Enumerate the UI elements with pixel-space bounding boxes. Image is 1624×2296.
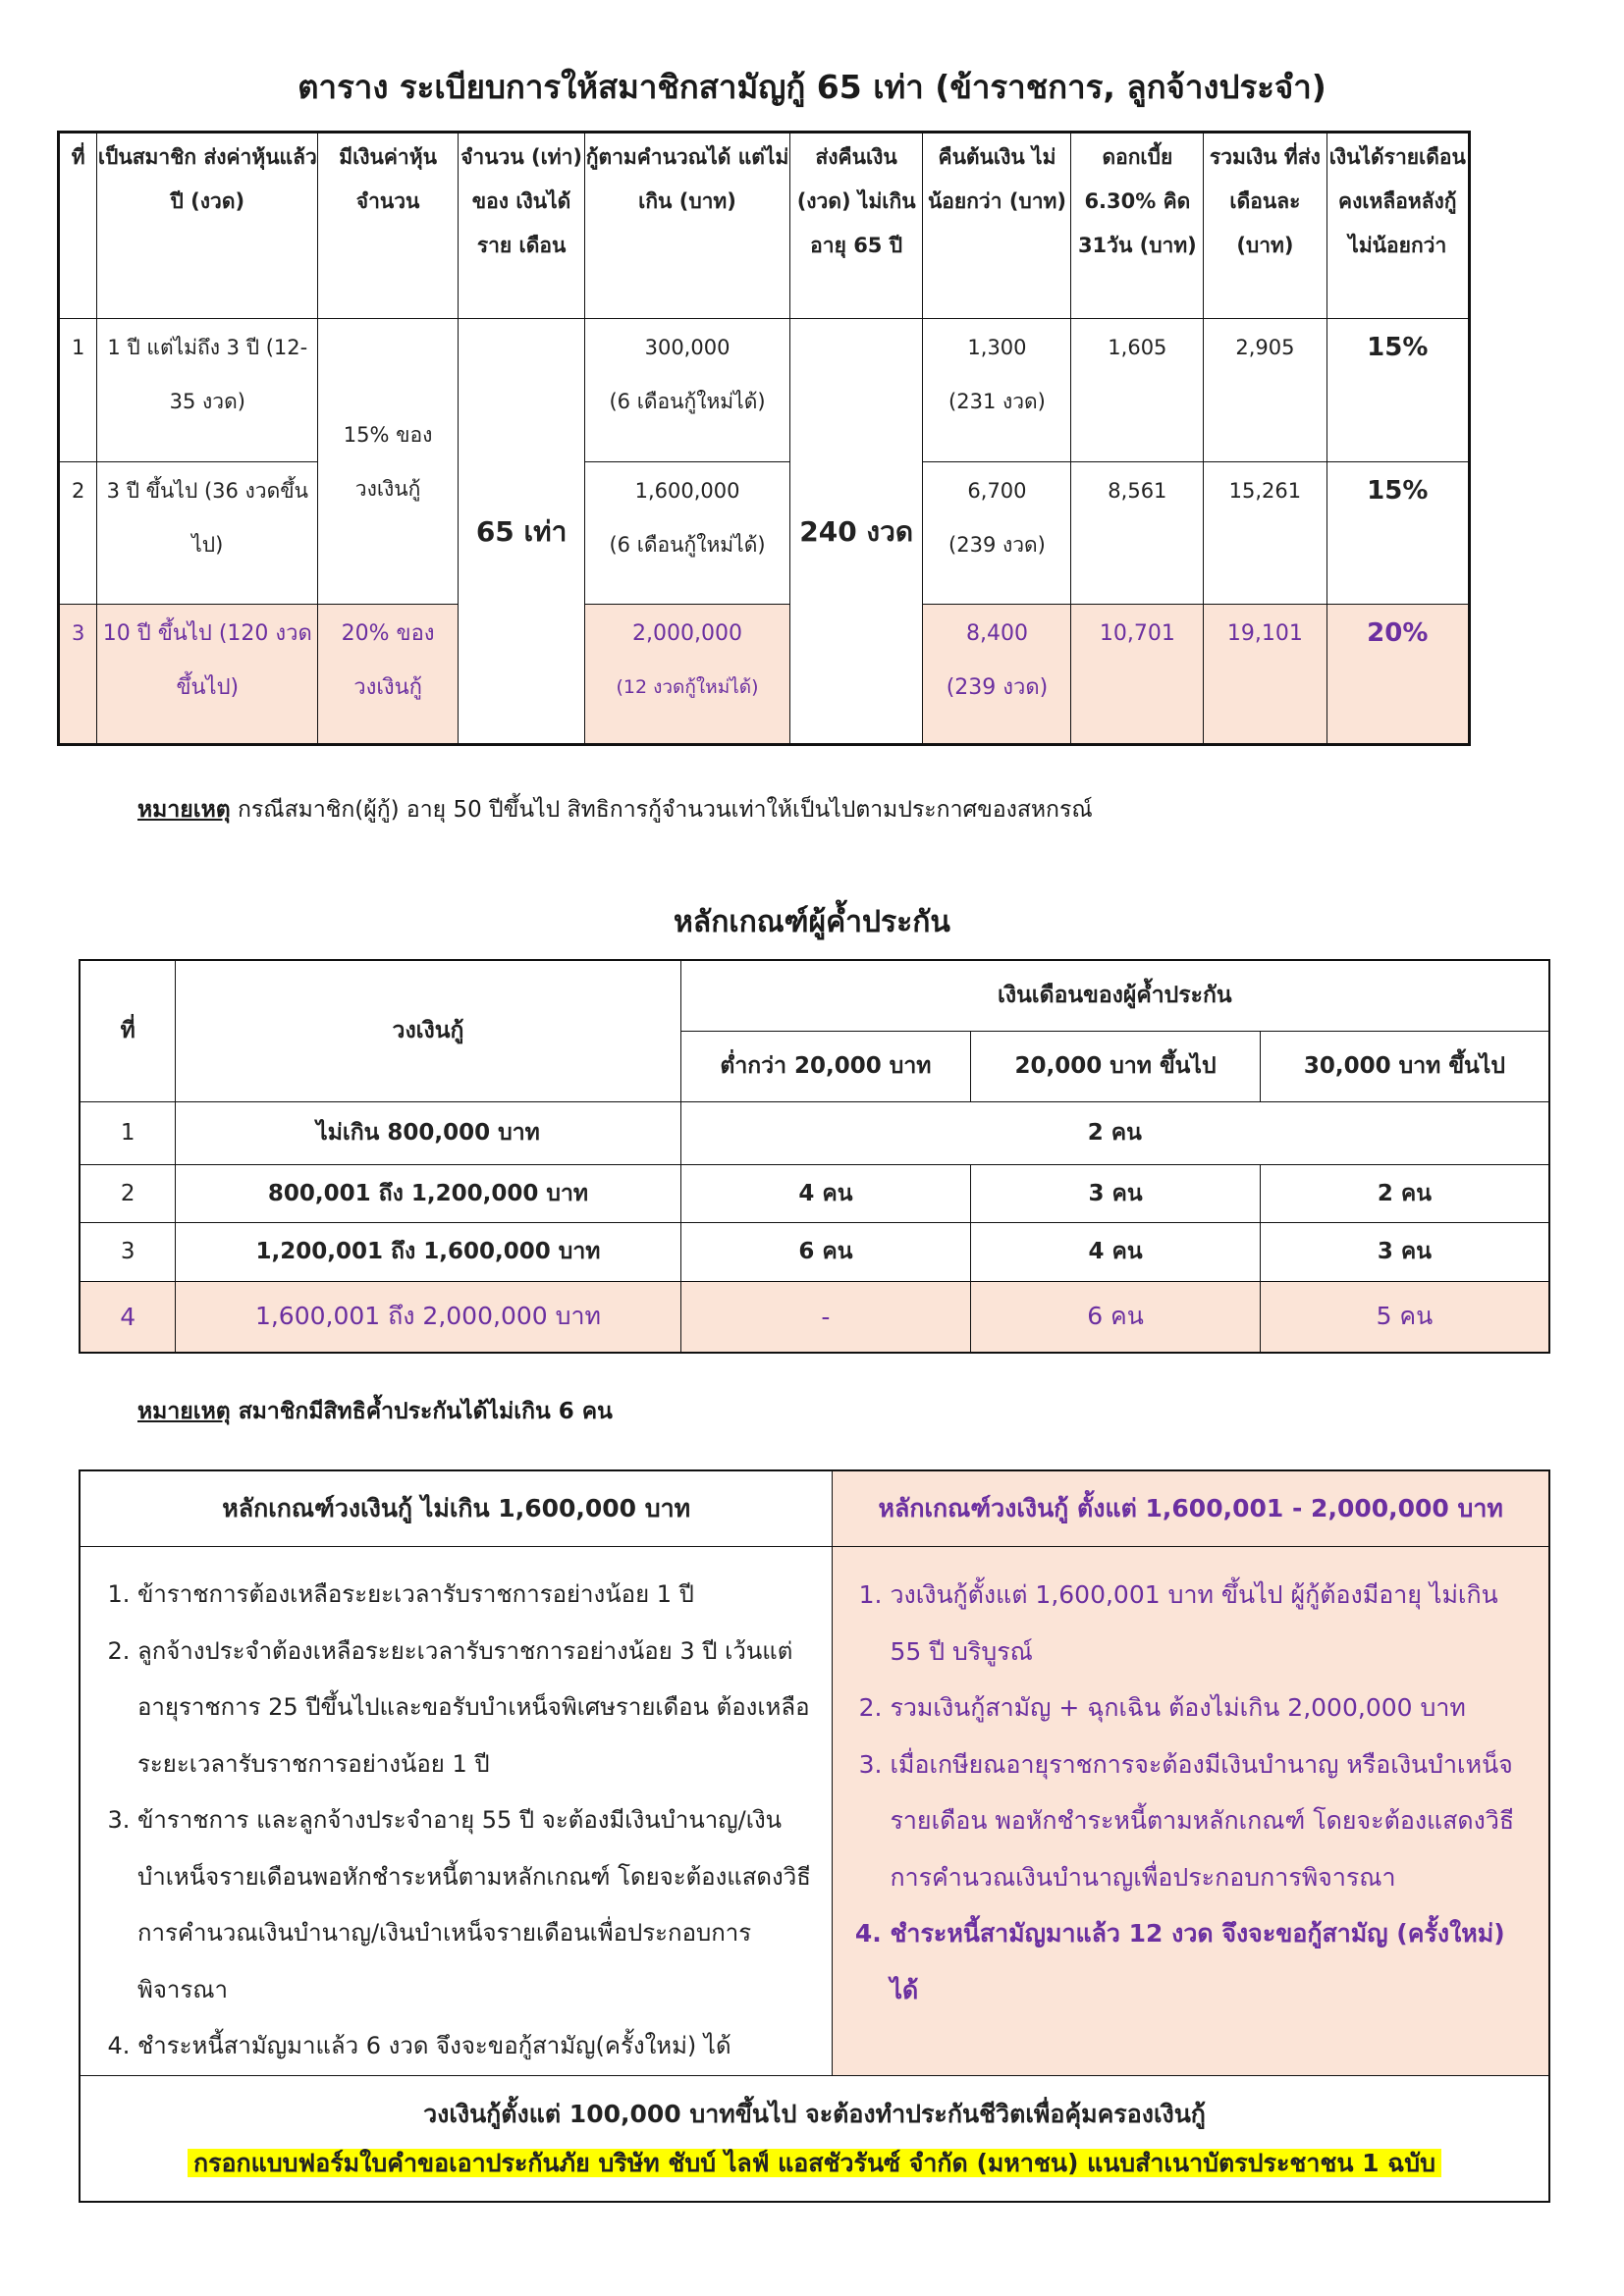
principal-amount: 1,300	[967, 336, 1027, 359]
row-no: 3	[59, 605, 97, 745]
principal	[923, 462, 1071, 605]
criteria-right-title: หลักเกณฑ์วงเงินกู้ ตั้งแต่ 1,600,001 - 2,000,000 บาท	[833, 1470, 1549, 1547]
guarantor-title: หลักเกณฑ์ผู้ค้ำประกัน	[674, 905, 950, 939]
guarantor-count: 4 คน	[680, 1164, 971, 1222]
page-title: ตาราง ระเบียบการให้สมาชิกสามัญกู้ 65 เท่า (ข้าราชการ, ลูกจ้างประจำ)	[298, 68, 1326, 106]
criteria-left-title: หลักเกณฑ์วงเงินกู้ ไม่เกิน 1,600,000 บาท	[80, 1470, 833, 1547]
row-no: 4	[80, 1281, 176, 1353]
table-row	[59, 319, 1470, 462]
header-times: จำนวน (เท่า) ของ เงินได้ราย เดือน	[458, 133, 584, 319]
header-total: รวมเงิน ที่ส่ง เดือนละ (บาท)	[1204, 133, 1326, 319]
table-row	[80, 1164, 1549, 1222]
criteria-header-row	[80, 1470, 1549, 1547]
table-row-highlight	[80, 1281, 1549, 1353]
table-row	[59, 462, 1470, 605]
list-item: 3. ข้าราชการ และลูกจ้างประจำอายุ 55 ปี จะต้องมีเงินบำนาญ/เงินบำเหน็จรายเดือนพอหักชำระหนี้ตามหลักเกณฑ์ โดยจะต้องแสดงวิธีการคำนวณเงินบำนาญ/เงินบำเหน็จรายเดือนเพื่อประกอบการพิจารณา	[137, 1792, 818, 2018]
header-installments: ส่งคืนเงิน (งวด) ไม่เกิน อายุ 65 ปี	[789, 133, 923, 319]
table-row	[80, 1101, 1549, 1164]
member-period: 1 ปี แต่ไม่ถึง 3 ปี (12-35 งวด)	[97, 319, 318, 462]
loan-amount: 2,000,000	[632, 621, 742, 646]
guarantor-count: 3 คน	[1260, 1222, 1549, 1281]
list-item: 1. วงเงินกู้ตั้งแต่ 1,600,001 บาท ขึ้นไป ผู้กู้ต้องมีอายุ ไม่เกิน 55 ปี บริบูรณ์	[890, 1567, 1535, 1680]
loan-amount: 1,600,000	[634, 479, 740, 503]
list-item: 4. ชำระหนี้สามัญมาแล้ว 6 งวด จึงจะขอกู้สามัญ(ครั้งใหม่) ได้	[137, 2018, 818, 2075]
total-payment: 15,261	[1204, 462, 1326, 605]
member-period: 10 ปี ขึ้นไป (120 งวดขึ้นไป)	[97, 605, 318, 745]
criteria-right-list	[833, 1547, 1549, 2076]
header-share: มีเงินค่าหุ้น จำนวน	[318, 133, 459, 319]
loan-criteria-table	[79, 1469, 1550, 2203]
loan-limit	[585, 462, 790, 605]
loan-limit	[585, 319, 790, 462]
interest: 8,561	[1071, 462, 1204, 605]
note-text: กรณีสมาชิก(ผู้กู้) อายุ 50 ปีขึ้นไป สิทธิการกู้จำนวนเท่าให้เป็นไปตามประกาศของสหกรณ์	[230, 797, 1093, 823]
remaining-income: 15%	[1326, 319, 1469, 462]
principal-note: (239 งวด)	[946, 675, 1049, 700]
table-row	[80, 1222, 1549, 1281]
list-item: 1. ข้าราชการต้องเหลือระยะเวลารับราชการอย่างน้อย 1 ปี	[137, 1567, 818, 1624]
guarantor-count: 4 คน	[971, 1222, 1261, 1281]
list-item: 4. ชำระหนี้สามัญมาแล้ว 12 งวด จึงจะขอกู้สามัญ (ครั้งใหม่) ได้	[890, 1905, 1535, 2018]
note-label: หมายเหตุ	[137, 797, 231, 823]
guarantor-count: -	[680, 1281, 971, 1353]
insurance-form-instruction: กรอกแบบฟอร์มใบคำขอเอาประกันภัย บริษัท ชับบ์ ไลฟ์ แอสชัวรันซ์ จำกัด (มหาชน) แนบสำเนาบัตรประชาชน 1 ฉบับ	[188, 2149, 1441, 2177]
note-age	[137, 792, 1093, 828]
share-requirement: 20% ของ วงเงินกู้	[318, 605, 459, 745]
loan-note: (12 งวดกู้ใหม่ได้)	[616, 676, 759, 698]
remaining-income: 20%	[1326, 605, 1469, 745]
total-payment: 2,905	[1204, 319, 1326, 462]
header-interest: ดอกเบี้ย 6.30% คิด 31วัน (บาท)	[1071, 133, 1204, 319]
interest: 1,605	[1071, 319, 1204, 462]
header-principal: คืนต้นเงิน ไม่น้อยกว่า (บาท)	[923, 133, 1071, 319]
note-guarantor-limit	[137, 1394, 613, 1429]
criteria-footer-row	[80, 2076, 1549, 2203]
row-no: 3	[80, 1222, 176, 1281]
loan-note: (6 เดือนกู้ใหม่ได้)	[609, 390, 766, 413]
header-no: ที่	[80, 960, 176, 1101]
guarantor-count: 6 คน	[971, 1281, 1261, 1353]
list-item: 2. ลูกจ้างประจำต้องเหลือระยะเวลารับราชการอย่างน้อย 3 ปี เว้นแต่อายุราชการ 25 ปีขึ้นไปและขอรับบำเหน็จพิเศษรายเดือน ต้องเหลือระยะเวลารับราชการอย่างน้อย 1 ปี	[137, 1624, 818, 1793]
loan-limit: 800,001 ถึง 1,200,000 บาท	[176, 1164, 680, 1222]
table-row-highlight	[59, 605, 1470, 745]
criteria-left-list	[80, 1547, 833, 2076]
header-salary-30000-up: 30,000 บาท ขึ้นไป	[1260, 1031, 1549, 1101]
principal-amount: 6,700	[967, 479, 1027, 503]
principal-note: (231 งวด)	[948, 390, 1046, 413]
total-payment: 19,101	[1204, 605, 1326, 745]
installments: 240 งวด	[789, 319, 923, 745]
note-label: หมายเหตุ	[137, 1399, 231, 1424]
guarantor-table	[79, 959, 1550, 1354]
insurance-requirement: วงเงินกู้ตั้งแต่ 100,000 บาทขึ้นไป จะต้องทำประกันชีวิตเพื่อคุ้มครองเงินกู้	[423, 2099, 1206, 2128]
loan-note: (6 เดือนกู้ใหม่ได้)	[609, 533, 766, 557]
loan-limit: 1,200,001 ถึง 1,600,000 บาท	[176, 1222, 680, 1281]
remaining-income: 15%	[1326, 462, 1469, 605]
insurance-note	[80, 2076, 1549, 2203]
guarantor-count: 3 คน	[971, 1164, 1261, 1222]
list-item: 3. เมื่อเกษียณอายุราชการจะต้องมีเงินบำนาญ หรือเงินบำเหน็จรายเดือน พอหักชำระหนี้ตามหลักเกณฑ์ โดยจะต้องแสดงวิธีการคำนวณเงินบำนาญเพื่อประกอบการพิจารณา	[890, 1736, 1535, 1906]
guarantor-count: 2 คน	[680, 1101, 1549, 1164]
header-no: ที่	[59, 133, 97, 319]
header-guarantor-salary: เงินเดือนของผู้ค้ำประกัน	[680, 960, 1549, 1031]
criteria-body-row	[80, 1547, 1549, 2076]
header-loan: กู้ตามคำนวณได้ แต่ไม่เกิน (บาท)	[585, 133, 790, 319]
principal	[923, 319, 1071, 462]
table-header-row	[80, 960, 1549, 1031]
loan-limit	[585, 605, 790, 745]
times-of-salary: 65 เท่า	[458, 319, 584, 745]
loan-limit: 1,600,001 ถึง 2,000,000 บาท	[176, 1281, 680, 1353]
loan-limit: ไม่เกิน 800,000 บาท	[176, 1101, 680, 1164]
note-text: สมาชิกมีสิทธิค้ำประกันได้ไม่เกิน 6 คน	[230, 1399, 613, 1424]
row-no: 2	[59, 462, 97, 605]
header-loan-limit: วงเงินกู้	[176, 960, 680, 1101]
share-requirement: 15% ของ วงเงินกู้	[318, 319, 459, 605]
header-remain: เงินได้รายเดือน คงเหลือหลังกู้ ไม่น้อยกว่า	[1326, 133, 1469, 319]
guarantor-count: 5 คน	[1260, 1281, 1549, 1353]
header-salary-below-20000: ต่ำกว่า 20,000 บาท	[680, 1031, 971, 1101]
principal-note: (239 งวด)	[948, 533, 1046, 557]
row-no: 1	[59, 319, 97, 462]
loan-amount: 300,000	[644, 336, 731, 359]
guarantor-count: 6 คน	[680, 1222, 971, 1281]
list-item: 2. รวมเงินกู้สามัญ + ฉุกเฉิน ต้องไม่เกิน 2,000,000 บาท	[890, 1680, 1535, 1736]
table-header-row	[59, 133, 1470, 319]
principal	[923, 605, 1071, 745]
guarantor-count: 2 คน	[1260, 1164, 1549, 1222]
loan-regulation-table	[57, 131, 1471, 746]
principal-amount: 8,400	[965, 621, 1028, 646]
row-no: 1	[80, 1101, 176, 1164]
member-period: 3 ปี ขึ้นไป (36 งวดขึ้นไป)	[97, 462, 318, 605]
interest: 10,701	[1071, 605, 1204, 745]
header-member: เป็นสมาชิก ส่งค่าหุ้นแล้ว ปี (งวด)	[97, 133, 318, 319]
row-no: 2	[80, 1164, 176, 1222]
header-salary-20000-up: 20,000 บาท ขึ้นไป	[971, 1031, 1261, 1101]
